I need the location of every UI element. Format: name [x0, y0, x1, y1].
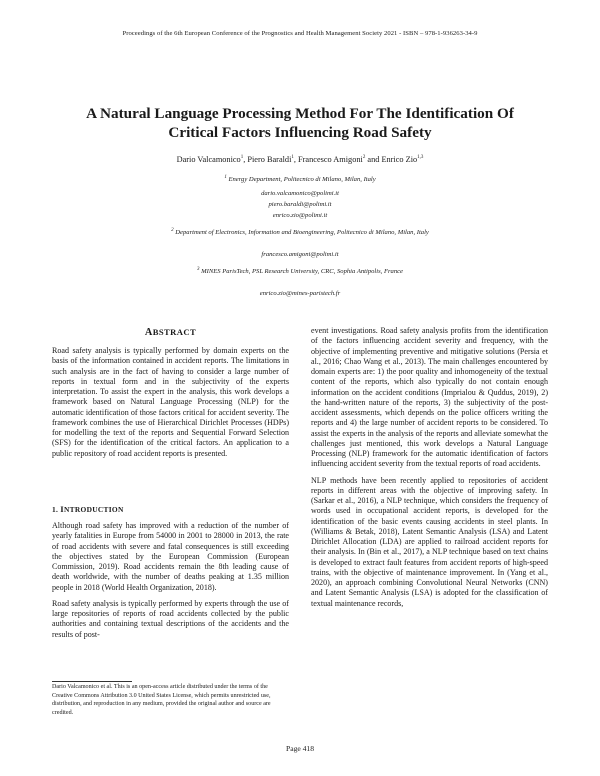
author-name: Dario Valcamonico	[176, 155, 241, 164]
affiliation-text: Energy Department, Politecnico di Milano, Milan, Italy	[228, 176, 376, 183]
affiliation-text: MINES ParisTech, PSL Research University, CRC, Sophia Antipolis, France	[201, 268, 403, 275]
introduction-body-left	[52, 521, 289, 646]
affiliation-2	[0, 229, 600, 236]
section-heading-initial: I	[60, 504, 65, 514]
paragraph: NLP methods have been recently applied to repositories of accident reports in different areas with the objective of improving safety. In (Sarkar et al., 2016), a NLP technique, which considers the frequency of words used in occupational accident reports, is developed for the identification of the basic events causing accidents in steel plants. In (Williams & Betak, 2018), Latent Semantic Analysis (LSA) and Latent Dirichlet Allocation (LDA) are applied to railroad accident reports for their analysis. In (Bin et al., 2017), a NLP technique based on text chains is developed to extract fault features from accident reports of high-speed trains, with the objective of maintenance improvement. In (Yang et al., 2020), an approach combining Convolutional Neural Networks (CNN) and Latent Semantic Analysis (LSA) is adopted for the classification of textual maintenance records,	[311, 475, 548, 608]
abstract-heading-rest: BSTRACT	[152, 327, 197, 337]
paragraph: event investigations. Road safety analysis profits from the identification of the factors influencing accident severity and frequency, with the objective of implementing preventive and mitigative solutions (Persia et al., 2016; Chao Wang et al., 2013). The main challenges encountered by domain experts are: 1) the poor quality and inhomogeneity of the textual content of the reports, which also typically do not contain enough information on the accident conditions (Imprialou & Quddus, 2019), 2) the hand-written nature of the reports, 3) the subjectivity of the post-accident assessments, which depends on the police officers writing the reports and 4) the large number of accident reports to be considered. To assist the experts in the analysis of the reports and alleviate somewhat the challenges just mentioned, this work develops a Natural Language Processing (NLP) framework for the automatic identification of factors influencing accident severity from the textual reports of road accidents.	[311, 326, 548, 469]
author-separator: ,	[243, 155, 248, 164]
affiliation-3	[0, 268, 600, 275]
affiliation-mark: 1	[224, 174, 227, 180]
abstract-body	[52, 346, 289, 465]
author-separator: ,	[293, 155, 299, 164]
author-affiliation-mark: 1	[291, 155, 294, 161]
affiliation-1-emails	[0, 188, 600, 221]
author-affiliation-mark: 1	[240, 155, 244, 161]
license-footnote: Dario Valcamonico et al. This is an open-access article distributed under the terms of the Creative Commons Attribution 3.0 United States License, which permits unrestricted use, distribution, and reproduction in any medium, provided the original author and source are credited.	[52, 684, 271, 716]
page-number: Page 418	[285, 744, 315, 753]
footnote-rule	[52, 681, 132, 682]
section-heading-rest: NTRODUCTION	[64, 505, 124, 514]
author-name: Francesco Amigoni	[298, 155, 363, 164]
author-name: Enrico Zio	[381, 155, 418, 164]
abstract-paragraph: Road safety analysis is typically performed by domain experts on the basis of the information contained in accident reports. The limitations in such analysis are in the fact of having to consider a large number of reports in textual form and in the subjectivity of the experts interpretation. To assist the expert in the analysis, this work develops a framework based on Natural Language Processing (NLP) for the automatic identification of those factors critical for accident severity. The framework combines the use of Hierarchical Dirichlet Processes (HDPs) for modelling the text of the reports and Sequential Forward Selection (SFS) for the identification of the critical factors. An application to a public repository of road accident reports is presented.	[52, 346, 289, 458]
introduction-heading	[52, 504, 124, 514]
section-number: 1.	[52, 505, 61, 514]
affiliation-3-emails	[0, 288, 600, 299]
title-line-1: A Natural Language Processing Method For The Identification Of	[86, 105, 514, 122]
paper-title	[40, 104, 560, 142]
email-link[interactable]: piero.baraldi@polimi.it	[268, 201, 332, 208]
affiliation-text: Department of Electronics, Information and Bioengineering, Politecnico di Milano, Milan, Italy	[175, 229, 429, 236]
affiliation-2-emails	[0, 249, 600, 260]
introduction-body-right	[311, 326, 548, 615]
title-line-2: Critical Factors Influencing Road Safety	[168, 124, 432, 141]
email-link[interactable]: dario.valcamonico@polimi.it	[261, 190, 339, 197]
email-link[interactable]: enrico.zio@polimi.it	[272, 212, 328, 219]
author-affiliation-mark: 2	[362, 155, 366, 161]
paragraph: Although road safety has improved with a reduction of the number of yearly fatalities in Europe from 54000 in 2001 to 28000 in 2013, the rate of road accidents with severe and fatal consequences is still exceeding the objectives stated by the European Commission (European Commission, 2019). Road accidents remain the 8th leading cause of death worldwide, with the number of deaths peaking at 1.35 million people in 2018 (World Health Organization, 2018).	[52, 521, 289, 592]
affiliation-1	[0, 176, 600, 183]
affiliation-mark: 2	[171, 227, 174, 233]
email-link[interactable]: francesco.amigoni@polimi.it	[261, 251, 339, 258]
email-link[interactable]: enrico.zio@mines-paristech.fr	[259, 290, 341, 297]
affiliation-mark: 3	[197, 266, 200, 272]
abstract-heading-initial: A	[144, 327, 153, 338]
running-header: Proceedings of the 6th European Conference of the Prognostics and Health Management Society 2021 - ISBN – 978-1-936263-34-9	[122, 30, 478, 37]
abstract-heading	[52, 327, 289, 338]
author-list	[0, 155, 600, 164]
author-name: Piero Baraldi	[247, 155, 292, 164]
paragraph: Road safety analysis is typically performed by experts through the use of large repositories of reports of road accidents collected by the public authorities and containing textual descriptions of the accidents and the results of post-	[52, 598, 289, 639]
author-separator: and	[365, 155, 382, 164]
author-affiliation-mark: 1,3	[417, 155, 424, 161]
